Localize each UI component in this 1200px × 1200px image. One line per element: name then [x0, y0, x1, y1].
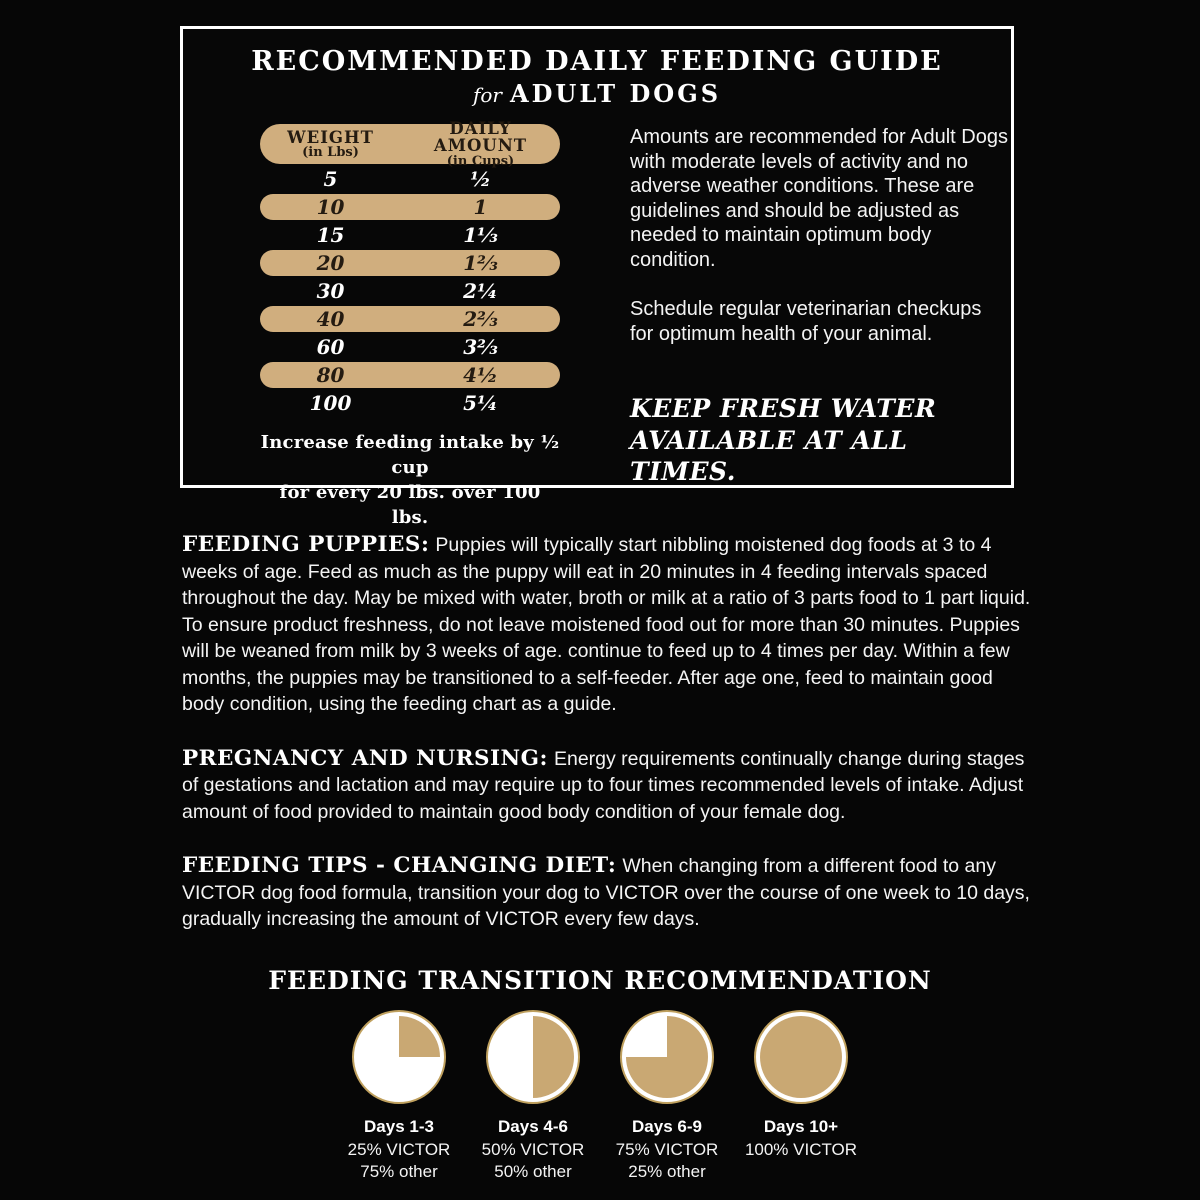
transition-step — [734, 1010, 868, 1184]
weight-column-header — [260, 129, 401, 160]
amount-value: 1 — [473, 194, 488, 219]
section-body: When changing from a different food to any VICTOR dog food formula, transition your dog to VICTOR over the course of one week to 10 days, gradually increasing the amount of VICTOR every few days. — [182, 855, 1030, 930]
step-other-label: 25% other — [628, 1162, 706, 1181]
step-victor-label: 75% VICTOR — [615, 1139, 719, 1159]
fresh-water-notice — [630, 393, 1010, 488]
weight-value: 80 — [316, 362, 345, 387]
amount-value: 5¼ — [463, 390, 498, 415]
table-note-line1: Increase feeding intake by ½ cup — [260, 431, 560, 478]
feeding-instructions — [182, 532, 1032, 961]
guide-note-veterinarian: Schedule regular veterinarian checkups for optimum health of your animal. — [630, 298, 982, 345]
pie-fill — [358, 1016, 440, 1098]
pie-fill — [492, 1016, 574, 1098]
transition-step — [332, 1010, 466, 1184]
feeding-guide-box — [180, 26, 1014, 529]
transition-pie-icon — [486, 1010, 580, 1104]
weight-value: 60 — [316, 334, 345, 359]
weight-value: 30 — [316, 278, 345, 303]
feeding-transition — [0, 966, 1200, 1184]
weight-value: 40 — [316, 306, 345, 331]
transition-step-labels — [332, 1116, 466, 1184]
weight-value: 15 — [316, 222, 345, 247]
step-days-label: Days 6-9 — [632, 1117, 702, 1136]
table-row — [260, 333, 560, 361]
table-row — [260, 165, 560, 193]
amount-value: 1⅓ — [463, 222, 498, 247]
transition-pie-icon — [620, 1010, 714, 1104]
amount-value: 2¼ — [463, 278, 498, 303]
amount-header-label: DAILY AMOUNT — [433, 118, 528, 156]
table-note — [260, 430, 560, 531]
guide-subtitle — [183, 79, 1011, 108]
amount-value: 4½ — [463, 362, 498, 387]
guide-title: RECOMMENDED DAILY FEEDING GUIDE — [251, 46, 943, 77]
weight-header-label: WEIGHT — [287, 127, 374, 147]
weight-value: 5 — [323, 166, 338, 191]
pie-fill — [626, 1016, 708, 1098]
section-heading: FEEDING TIPS - CHANGING DIET: — [182, 853, 617, 878]
weight-value: 10 — [316, 194, 345, 219]
step-days-label: Days 4-6 — [498, 1117, 568, 1136]
guide-note-amounts: Amounts are recommended for Adult Dogs with moderate levels of activity and no adverse weather conditions. These are guidelines and should be adjusted as needed to maintain optimum body condition. — [630, 126, 1008, 271]
weight-header-unit: (in Lbs) — [302, 144, 359, 160]
transition-step — [600, 1010, 734, 1184]
section-feeding-puppies — [182, 532, 1032, 718]
fresh-water-line1: KEEP FRESH WATER — [630, 394, 937, 423]
step-victor-label: 100% VICTOR — [744, 1139, 858, 1159]
feeding-table-header — [260, 118, 560, 169]
section-pregnancy-nursing — [182, 746, 1032, 826]
section-body: Energy requirements continually change during stages of gestations and lactation and may require up to four times recommended levels of intake. Adjust amount of food provided to maintain good body condition of your female dog. — [182, 747, 1025, 823]
guide-notes — [630, 125, 1008, 346]
step-other-label: 50% other — [494, 1162, 572, 1181]
section-body: Puppies will typically start nibbling moistened dog foods at 3 to 4 weeks of age. Feed as much as the puppy will eat in 20 minutes in 4 feeding intervals spaced throughout the day. May be mixed with water, broth or milk at a ratio of 3 parts food to 1 part liquid. To ensure product freshness, do not leave moistened food out for more than 30 minutes. Puppies will be weaned from milk by 3 weeks of age. continue to feed up to 4 times per day. Within a few months, the puppies may be transitioned to a self-feeder. After age one, feed to maintain good body condition, using the feeding chart as a guide. — [182, 534, 1031, 715]
guide-subtitle-prefix: for — [472, 83, 502, 107]
table-row — [260, 306, 560, 332]
weight-value: 20 — [316, 250, 345, 275]
step-victor-label: 25% VICTOR — [347, 1139, 451, 1159]
transition-steps — [0, 1010, 1200, 1184]
weight-value: 100 — [309, 390, 352, 415]
step-days-label: Days 1-3 — [364, 1117, 434, 1136]
table-note-line2: for every 20 lbs. over 100 lbs. — [279, 481, 541, 529]
transition-step-labels — [734, 1116, 868, 1161]
table-row — [260, 221, 560, 249]
amount-value: 2⅔ — [463, 306, 498, 331]
section-heading: FEEDING PUPPIES: — [182, 532, 430, 557]
section-feeding-tips — [182, 853, 1032, 933]
table-row — [260, 277, 560, 305]
amount-header-unit: (in Cups) — [446, 153, 515, 169]
table-row — [260, 250, 560, 276]
fresh-water-line2: AVAILABLE AT ALL TIMES. — [630, 425, 908, 486]
transition-heading: FEEDING TRANSITION RECOMMENDATION — [268, 966, 932, 995]
guide-subtitle-text: ADULT DOGS — [509, 79, 722, 108]
transition-pie-icon — [754, 1010, 848, 1104]
amount-value: ½ — [470, 166, 491, 191]
pie-fill — [760, 1016, 842, 1098]
transition-pie-icon — [352, 1010, 446, 1104]
table-row — [260, 194, 560, 220]
table-row — [260, 362, 560, 388]
section-heading: PREGNANCY AND NURSING: — [182, 745, 548, 771]
step-victor-label: 50% VICTOR — [481, 1139, 585, 1159]
transition-step — [466, 1010, 600, 1184]
table-row — [260, 389, 560, 417]
amount-value: 3⅔ — [463, 334, 498, 359]
transition-step-labels — [600, 1116, 734, 1184]
amount-column-header — [401, 120, 560, 168]
amount-value: 1⅔ — [463, 250, 498, 275]
transition-step-labels — [466, 1116, 600, 1184]
step-days-label: Days 10+ — [763, 1117, 839, 1136]
step-other-label: 75% other — [360, 1162, 438, 1181]
feeding-table — [260, 118, 560, 530]
